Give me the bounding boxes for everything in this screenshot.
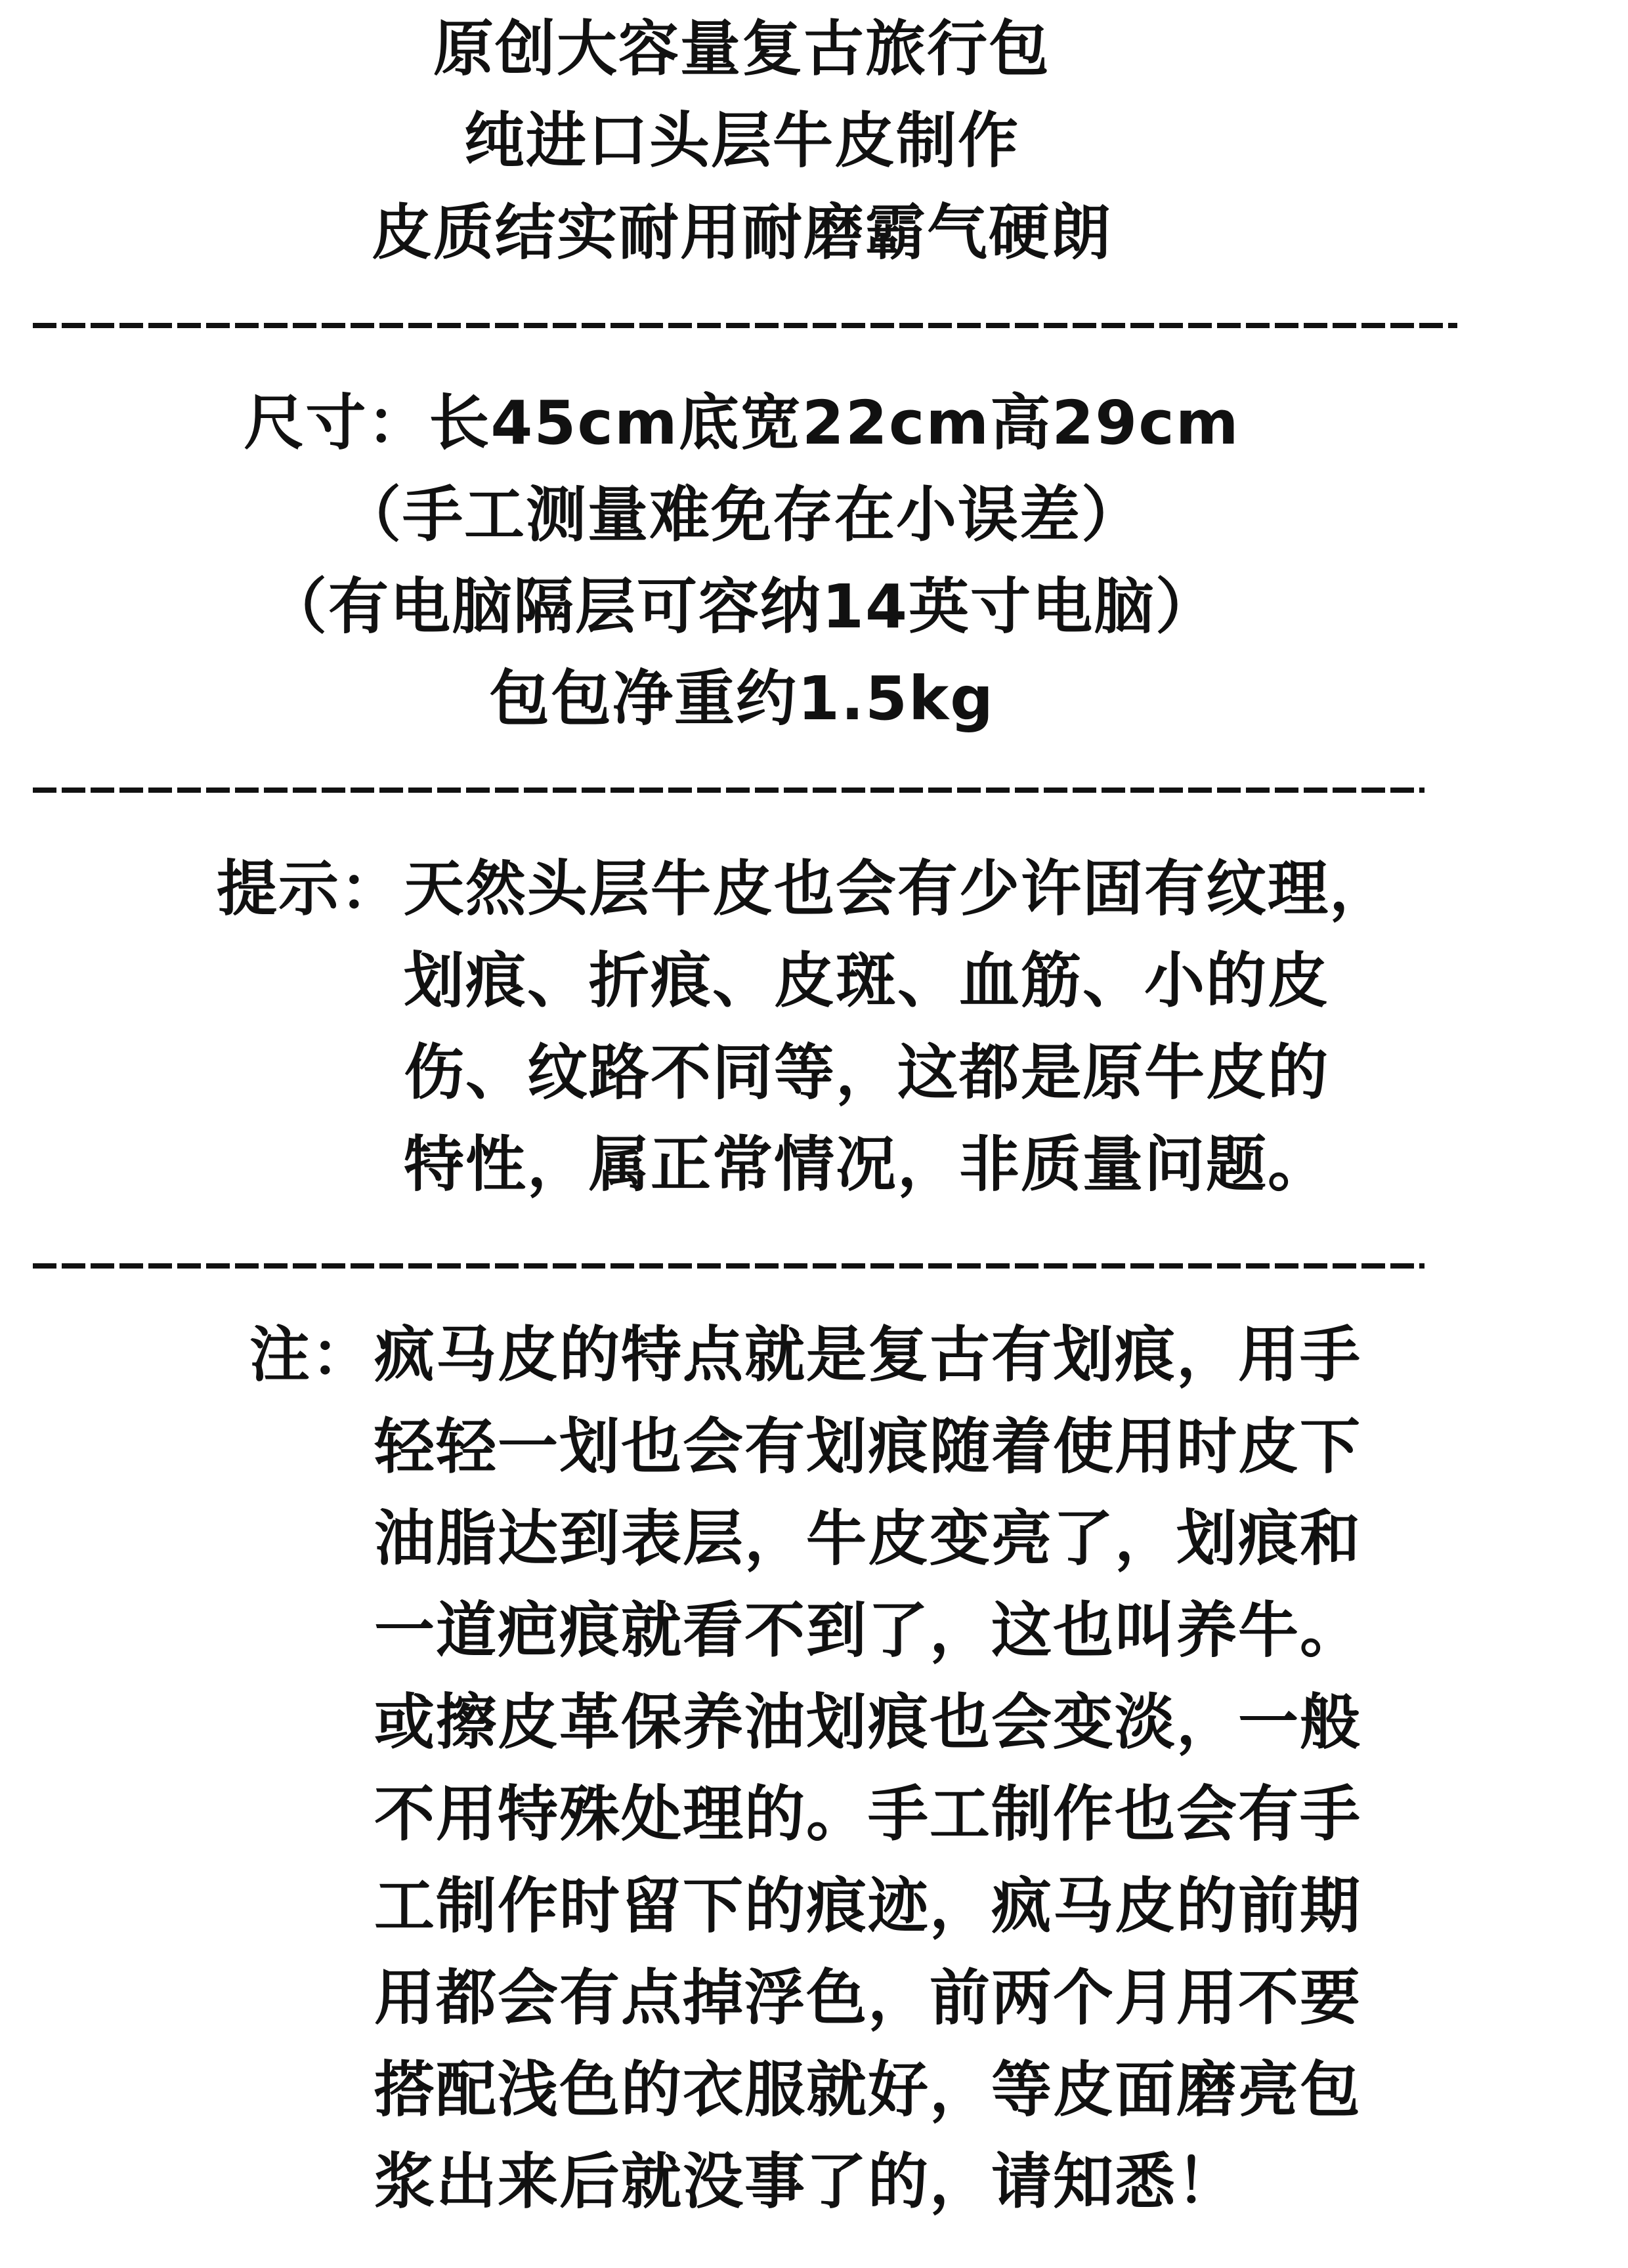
note-line: 浆出来后就没事了的，请知悉！ (374, 2147, 1239, 2217)
note-line: 搭配浅色的衣服就好，等皮面磨亮包 (374, 2055, 1362, 2125)
tip-line: 伤、纹路不同等，这都是原牛皮的 (404, 1038, 1330, 1108)
note-line: 轻轻一划也会有划痕随着使用时皮下 (374, 1412, 1362, 1482)
size-spec: 尺寸：长45cm底宽22cm高29cm (244, 388, 1240, 458)
note-line: 一道疤痕就看不到了，这也叫养牛。 (374, 1595, 1362, 1666)
note-line: 或擦皮革保养油划痕也会变淡，一般 (374, 1687, 1362, 1757)
divider-1 (33, 323, 1457, 328)
divider-2 (33, 788, 1424, 793)
note-line: 不用特殊处理的。手工制作也会有手 (374, 1779, 1362, 1849)
tip-label: 提示： (217, 854, 402, 924)
tip-line: 划痕、折痕、皮斑、血筋、小的皮 (404, 946, 1330, 1016)
tip-line: 天然头层牛皮也会有少许固有纹理， (404, 854, 1392, 924)
note-line: 用都会有点掉浮色，前两个月用不要 (374, 1963, 1362, 2033)
note-label: 注： (249, 1320, 374, 1390)
note-line: 工制作时留下的痕迹，疯马皮的前期 (374, 1871, 1362, 1941)
weight-spec: 包包净重约1.5kg (488, 663, 995, 734)
measure-note: （手工测量难免存在小误差） (340, 480, 1143, 550)
divider-3 (33, 1263, 1424, 1269)
tip-line: 特性，属正常情况，非质量问题。 (404, 1129, 1330, 1200)
note-line: 油脂达到表层，牛皮变亮了，划痕和 (374, 1503, 1362, 1574)
title-line-3: 皮质结实耐用耐磨霸气硬朗 (371, 198, 1112, 268)
title-line-1: 原创大容量复古旅行包 (433, 14, 1050, 84)
laptop-note: （有电脑隔层可容纳14英寸电脑） (266, 572, 1218, 642)
title-line-2: 纯进口头层牛皮制作 (463, 106, 1019, 176)
note-line: 疯马皮的特点就是复古有划痕，用手 (374, 1320, 1362, 1390)
